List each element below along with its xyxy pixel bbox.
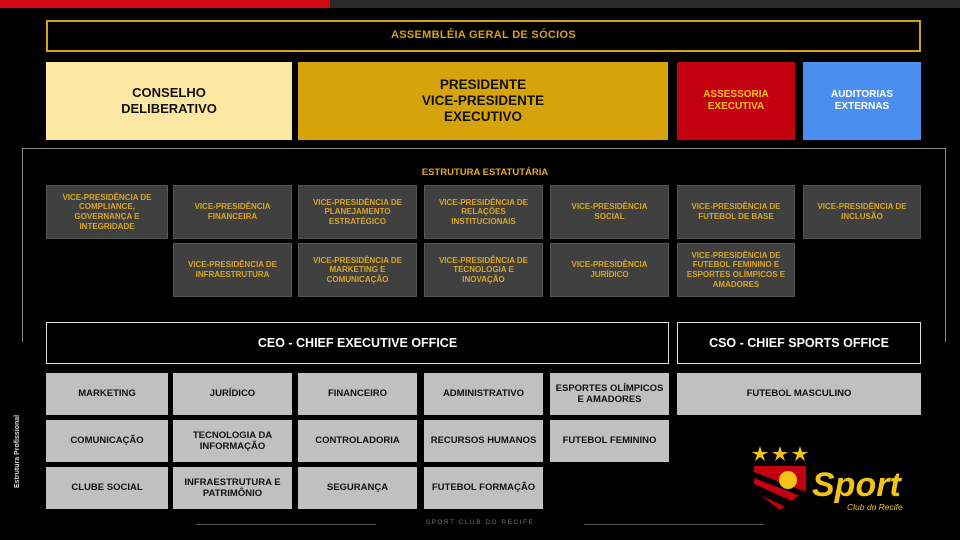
top-accent-grey [330,0,960,8]
dept-infraestrutura: INFRAESTRUTURA E PATRIMÔNIO [173,467,292,509]
star-icon [752,446,808,461]
vp-infraestrutura: VICE-PRESIDÊNCIA DE INFRAESTRUTURA [173,243,292,297]
dept-juridico: JURÍDICO [173,373,292,415]
vp-juridico: VICE-PRESIDÊNCIA JURÍDICO [550,243,669,297]
vp-compliance: VICE-PRESIDÊNCIA DE COMPLIANCE, GOVERNANÇA E INTEGRIDADE [46,185,168,239]
vp-tecnologia: VICE-PRESIDÊNCIA DE TECNOLOGIA E INOVAÇÃO [424,243,543,297]
top-accent-red [0,0,330,8]
logo-subtitle: Club do Recife [847,502,903,512]
dept-futebol-feminino: FUTEBOL FEMININO [550,420,669,462]
ceo-box: CEO - CHIEF EXECUTIVE OFFICE [46,322,669,364]
vp-marketing: VICE-PRESIDÊNCIA DE MARKETING E COMUNICAÇÃO [298,243,417,297]
dept-administrativo: ADMINISTRATIVO [424,373,543,415]
footer-line-right [584,524,764,525]
statutory-label: ESTRUTURA ESTATUTÁRIA [421,167,549,178]
dept-futebol-masculino: FUTEBOL MASCULINO [677,373,921,415]
footer-text: SPORT CLUB DO RECIFE [425,519,535,526]
dept-clube-social: CLUBE SOCIAL [46,467,168,509]
footer-line-left [196,524,376,525]
vp-futebol-feminino: VICE-PRESIDÊNCIA DE FUTEBOL FEMININO E ESPORTES OLÍMPICOS E AMADORES [677,243,795,297]
side-label: Estrutura Profissional [14,414,21,488]
presidente-box: PRESIDENTE VICE-PRESIDENTE EXECUTIVO [298,62,668,140]
vp-planejamento: VICE-PRESIDÊNCIA DE PLANEJAMENTO ESTRATÉGICO [298,185,417,239]
dept-comunicacao: COMUNICAÇÃO [46,420,168,462]
dept-rh: RECURSOS HUMANOS [424,420,543,462]
assembly-box: ASSEMBLÉIA GERAL DE SÓCIOS [46,20,921,52]
dept-futebol-formacao: FUTEBOL FORMAÇÃO [424,467,543,509]
dept-financeiro: FINANCEIRO [298,373,417,415]
auditorias-box: AUDITORIAS EXTERNAS [803,62,921,140]
dept-seguranca: SEGURANÇA [298,467,417,509]
conselho-box: CONSELHO DELIBERATIVO [46,62,292,140]
dept-controladoria: CONTROLADORIA [298,420,417,462]
cso-box: CSO - CHIEF SPORTS OFFICE [677,322,921,364]
vp-social: VICE-PRESIDÊNCIA SOCIAL [550,185,669,239]
vp-futebol-base: VICE-PRESIDÊNCIA DE FUTEBOL DE BASE [677,185,795,239]
vp-inclusao: VICE-PRESIDÊNCIA DE INCLUSÃO [803,185,921,239]
dept-ti: TECNOLOGIA DA INFORMAÇÃO [173,420,292,462]
dept-esportes-olimpicos: ESPORTES OLÍMPICOS E AMADORES [550,373,669,415]
shield-icon [754,466,806,510]
dept-marketing: MARKETING [46,373,168,415]
logo-word: Sport [812,466,901,504]
assessoria-box: ASSESSORIA EXECUTIVA [677,62,795,140]
vp-financeira: VICE-PRESIDÊNCIA FINANCEIRA [173,185,292,239]
vp-relacoes: VICE-PRESIDÊNCIA DE RELAÇÕES INSTITUCIONAIS [424,185,543,239]
